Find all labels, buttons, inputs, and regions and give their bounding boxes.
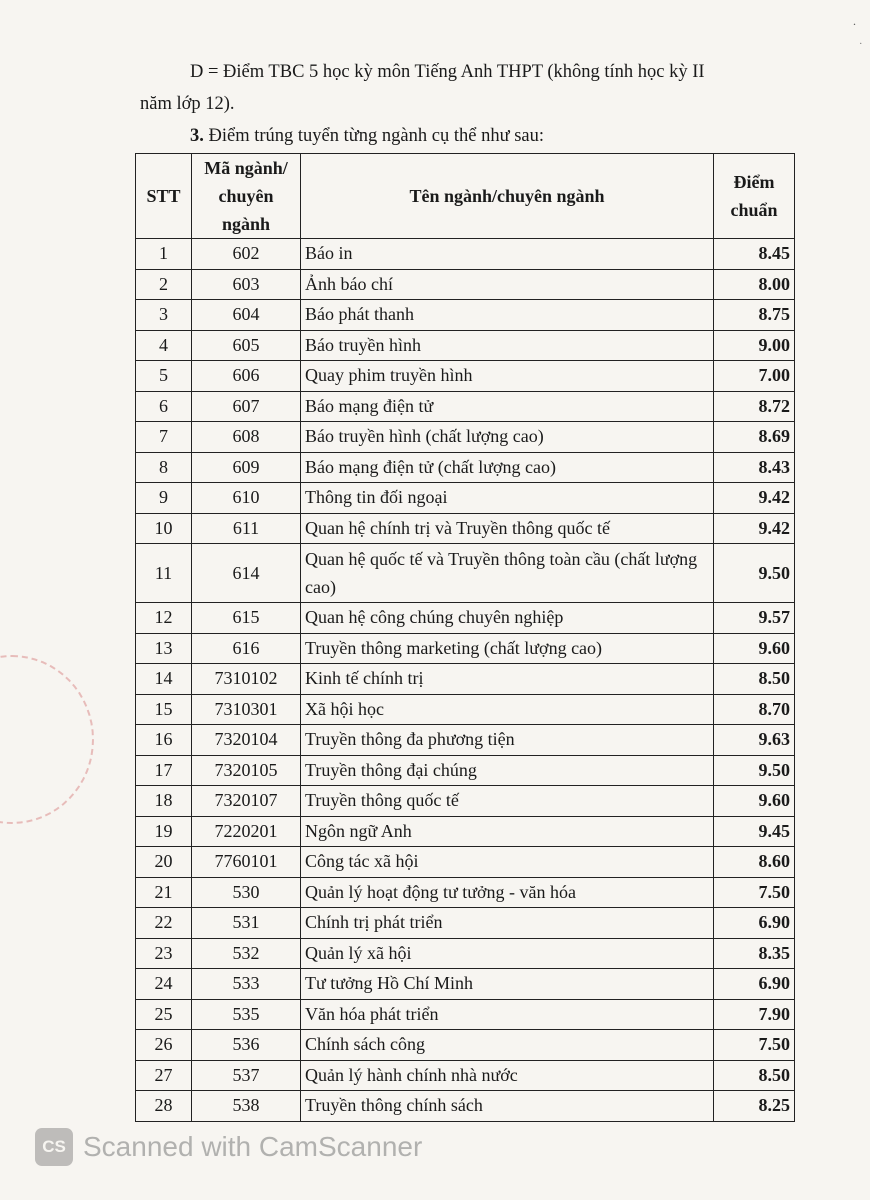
row-stt-cell: 23 bbox=[136, 938, 192, 969]
row-code-cell: 605 bbox=[192, 330, 301, 361]
table-row bbox=[136, 633, 795, 664]
row-code-cell: 608 bbox=[192, 422, 301, 453]
row-name-cell: Báo in bbox=[301, 239, 714, 270]
table-row bbox=[136, 239, 795, 270]
row-score-cell: 6.90 bbox=[714, 908, 795, 939]
table-row bbox=[136, 725, 795, 756]
header-cutoff-score: Điểm chuẩn bbox=[714, 154, 795, 239]
row-score-cell: 8.70 bbox=[714, 694, 795, 725]
row-score-cell: 8.35 bbox=[714, 938, 795, 969]
table-row bbox=[136, 786, 795, 817]
row-name-cell: Truyền thông chính sách bbox=[301, 1091, 714, 1122]
row-name-cell: Báo truyền hình (chất lượng cao) bbox=[301, 422, 714, 453]
row-stt-cell: 27 bbox=[136, 1060, 192, 1091]
row-stt-cell: 11 bbox=[136, 544, 192, 603]
row-stt-cell: 5 bbox=[136, 361, 192, 392]
row-name-cell: Báo phát thanh bbox=[301, 300, 714, 331]
row-name-cell: Văn hóa phát triển bbox=[301, 999, 714, 1030]
row-stt-cell: 25 bbox=[136, 999, 192, 1030]
table-row bbox=[136, 999, 795, 1030]
row-code-cell: 611 bbox=[192, 513, 301, 544]
row-name-cell: Chính sách công bbox=[301, 1030, 714, 1061]
row-code-cell: 615 bbox=[192, 603, 301, 634]
row-stt-cell: 21 bbox=[136, 877, 192, 908]
row-stt-cell: 24 bbox=[136, 969, 192, 1000]
row-score-cell: 7.00 bbox=[714, 361, 795, 392]
row-name-cell: Quan hệ quốc tế và Truyền thông toàn cầu (chất lượng cao) bbox=[301, 544, 714, 603]
row-name-cell: Quản lý hoạt động tư tưởng - văn hóa bbox=[301, 877, 714, 908]
table-row bbox=[136, 1091, 795, 1122]
row-score-cell: 9.60 bbox=[714, 633, 795, 664]
row-name-cell: Quản lý xã hội bbox=[301, 938, 714, 969]
table-row bbox=[136, 513, 795, 544]
row-name-cell: Kinh tế chính trị bbox=[301, 664, 714, 695]
row-code-cell: 7320105 bbox=[192, 755, 301, 786]
row-stt-cell: 7 bbox=[136, 422, 192, 453]
row-stt-cell: 14 bbox=[136, 664, 192, 695]
row-name-cell: Quan hệ chính trị và Truyền thông quốc tế bbox=[301, 513, 714, 544]
row-code-cell: 532 bbox=[192, 938, 301, 969]
table-row bbox=[136, 755, 795, 786]
table-row bbox=[136, 544, 795, 603]
row-stt-cell: 6 bbox=[136, 391, 192, 422]
row-code-cell: 7310102 bbox=[192, 664, 301, 695]
row-score-cell: 9.60 bbox=[714, 786, 795, 817]
row-code-cell: 603 bbox=[192, 269, 301, 300]
row-score-cell: 9.42 bbox=[714, 513, 795, 544]
table-row bbox=[136, 1030, 795, 1061]
table-row bbox=[136, 877, 795, 908]
row-code-cell: 609 bbox=[192, 452, 301, 483]
row-code-cell: 602 bbox=[192, 239, 301, 270]
table-row bbox=[136, 361, 795, 392]
red-seal-stamp bbox=[0, 655, 94, 824]
row-code-cell: 537 bbox=[192, 1060, 301, 1091]
row-score-cell: 7.50 bbox=[714, 1030, 795, 1061]
header-major-code: Mã ngành/ chuyên ngành bbox=[192, 154, 301, 239]
header-major-name: Tên ngành/chuyên ngành bbox=[301, 154, 714, 239]
row-code-cell: 616 bbox=[192, 633, 301, 664]
row-score-cell: 9.42 bbox=[714, 483, 795, 514]
section-title: Điểm trúng tuyển từng ngành cụ thể như sau: bbox=[203, 126, 545, 146]
row-score-cell: 9.63 bbox=[714, 725, 795, 756]
row-score-cell: 7.50 bbox=[714, 877, 795, 908]
row-code-cell: 538 bbox=[192, 1091, 301, 1122]
row-name-cell: Ảnh báo chí bbox=[301, 269, 714, 300]
header-stt: STT bbox=[136, 154, 192, 239]
row-name-cell: Quay phim truyền hình bbox=[301, 361, 714, 392]
row-score-cell: 9.50 bbox=[714, 544, 795, 603]
row-name-cell: Xã hội học bbox=[301, 694, 714, 725]
row-stt-cell: 1 bbox=[136, 239, 192, 270]
scan-speck: . bbox=[859, 36, 862, 47]
row-name-cell: Truyền thông đại chúng bbox=[301, 755, 714, 786]
row-stt-cell: 8 bbox=[136, 452, 192, 483]
row-code-cell: 7320107 bbox=[192, 786, 301, 817]
row-code-cell: 604 bbox=[192, 300, 301, 331]
row-stt-cell: 19 bbox=[136, 816, 192, 847]
camscanner-logo-icon: CS bbox=[35, 1128, 73, 1166]
row-score-cell: 8.69 bbox=[714, 422, 795, 453]
row-name-cell: Quan hệ công chúng chuyên nghiệp bbox=[301, 603, 714, 634]
row-code-cell: 536 bbox=[192, 1030, 301, 1061]
intro-line-2: năm lớp 12). bbox=[140, 94, 235, 114]
table-row bbox=[136, 847, 795, 878]
row-stt-cell: 13 bbox=[136, 633, 192, 664]
row-code-cell: 607 bbox=[192, 391, 301, 422]
row-code-cell: 533 bbox=[192, 969, 301, 1000]
row-name-cell: Tư tưởng Hồ Chí Minh bbox=[301, 969, 714, 1000]
row-score-cell: 8.50 bbox=[714, 1060, 795, 1091]
row-code-cell: 7760101 bbox=[192, 847, 301, 878]
table-row bbox=[136, 603, 795, 634]
row-code-cell: 614 bbox=[192, 544, 301, 603]
section-number: 3. bbox=[190, 126, 204, 146]
row-stt-cell: 16 bbox=[136, 725, 192, 756]
row-score-cell: 9.50 bbox=[714, 755, 795, 786]
table-row bbox=[136, 1060, 795, 1091]
row-name-cell: Quản lý hành chính nhà nước bbox=[301, 1060, 714, 1091]
row-name-cell: Truyền thông đa phương tiện bbox=[301, 725, 714, 756]
scan-speck: . bbox=[853, 14, 856, 28]
row-score-cell: 8.25 bbox=[714, 1091, 795, 1122]
row-name-cell: Ngôn ngữ Anh bbox=[301, 816, 714, 847]
row-name-cell: Thông tin đối ngoại bbox=[301, 483, 714, 514]
row-stt-cell: 28 bbox=[136, 1091, 192, 1122]
row-name-cell: Báo mạng điện tử (chất lượng cao) bbox=[301, 452, 714, 483]
row-stt-cell: 9 bbox=[136, 483, 192, 514]
row-score-cell: 8.60 bbox=[714, 847, 795, 878]
row-score-cell: 9.45 bbox=[714, 816, 795, 847]
row-score-cell: 8.43 bbox=[714, 452, 795, 483]
row-code-cell: 535 bbox=[192, 999, 301, 1030]
row-score-cell: 7.90 bbox=[714, 999, 795, 1030]
row-name-cell: Công tác xã hội bbox=[301, 847, 714, 878]
table-row bbox=[136, 330, 795, 361]
row-code-cell: 7310301 bbox=[192, 694, 301, 725]
row-score-cell: 8.75 bbox=[714, 300, 795, 331]
row-stt-cell: 15 bbox=[136, 694, 192, 725]
row-name-cell: Truyền thông quốc tế bbox=[301, 786, 714, 817]
row-score-cell: 9.00 bbox=[714, 330, 795, 361]
row-stt-cell: 2 bbox=[136, 269, 192, 300]
table-row bbox=[136, 664, 795, 695]
row-code-cell: 606 bbox=[192, 361, 301, 392]
row-name-cell: Truyền thông marketing (chất lượng cao) bbox=[301, 633, 714, 664]
row-name-cell: Báo mạng điện tử bbox=[301, 391, 714, 422]
row-stt-cell: 3 bbox=[136, 300, 192, 331]
row-code-cell: 7320104 bbox=[192, 725, 301, 756]
intro-line-1: D = Điểm TBC 5 học kỳ môn Tiếng Anh THPT (không tính học kỳ II bbox=[190, 62, 705, 82]
table-header-row bbox=[136, 154, 795, 239]
table-row bbox=[136, 938, 795, 969]
section-heading bbox=[190, 124, 544, 148]
row-stt-cell: 20 bbox=[136, 847, 192, 878]
table-row bbox=[136, 694, 795, 725]
table-row bbox=[136, 422, 795, 453]
watermark-text: Scanned with CamScanner bbox=[83, 1131, 423, 1162]
table-row bbox=[136, 300, 795, 331]
row-stt-cell: 10 bbox=[136, 513, 192, 544]
row-stt-cell: 26 bbox=[136, 1030, 192, 1061]
table-row bbox=[136, 969, 795, 1000]
row-code-cell: 610 bbox=[192, 483, 301, 514]
row-name-cell: Báo truyền hình bbox=[301, 330, 714, 361]
row-score-cell: 6.90 bbox=[714, 969, 795, 1000]
row-score-cell: 8.72 bbox=[714, 391, 795, 422]
row-score-cell: 9.57 bbox=[714, 603, 795, 634]
row-stt-cell: 22 bbox=[136, 908, 192, 939]
row-stt-cell: 12 bbox=[136, 603, 192, 634]
table-row bbox=[136, 816, 795, 847]
row-score-cell: 8.00 bbox=[714, 269, 795, 300]
admission-scores-table bbox=[135, 153, 795, 1122]
row-stt-cell: 4 bbox=[136, 330, 192, 361]
row-code-cell: 7220201 bbox=[192, 816, 301, 847]
table-row bbox=[136, 483, 795, 514]
row-score-cell: 8.45 bbox=[714, 239, 795, 270]
table-row bbox=[136, 391, 795, 422]
camscanner-watermark bbox=[35, 1128, 422, 1166]
row-score-cell: 8.50 bbox=[714, 664, 795, 695]
row-stt-cell: 18 bbox=[136, 786, 192, 817]
table-row bbox=[136, 908, 795, 939]
row-stt-cell: 17 bbox=[136, 755, 192, 786]
row-name-cell: Chính trị phát triển bbox=[301, 908, 714, 939]
table-row bbox=[136, 452, 795, 483]
row-code-cell: 530 bbox=[192, 877, 301, 908]
table-row bbox=[136, 269, 795, 300]
row-code-cell: 531 bbox=[192, 908, 301, 939]
